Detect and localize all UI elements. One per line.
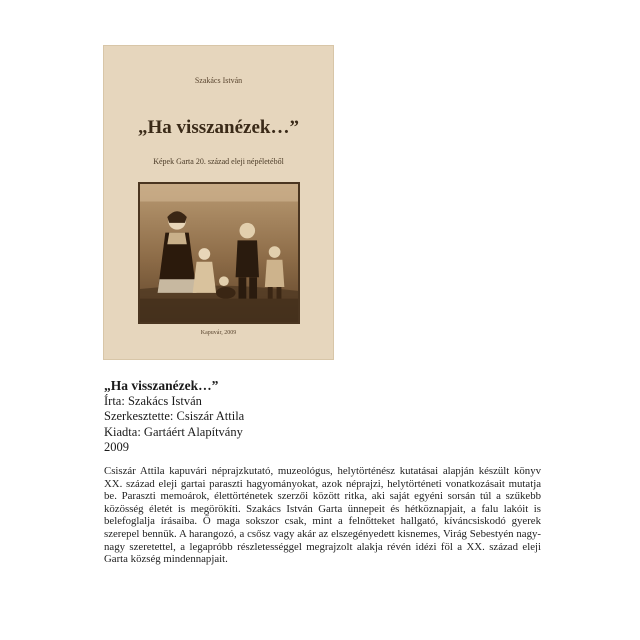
cover-photo	[138, 182, 300, 324]
publication-year: 2009	[104, 440, 129, 454]
book-cover	[103, 45, 334, 360]
cover-title: „Ha visszanézek…”	[138, 117, 299, 138]
cover-author: Szakács István	[194, 76, 243, 85]
book-metadata	[104, 378, 524, 456]
cover-place-year: Kapuvár, 2009	[200, 330, 237, 336]
book-title: „Ha visszanézek…”	[104, 378, 219, 393]
cover-subtitle: Képek Garta 20. század eleji népéletéből	[153, 157, 284, 166]
editor-line: Szerkesztette: Csiszár Attila	[104, 409, 245, 423]
author-line: Írta: Szakács István	[104, 393, 202, 408]
book-description: Csiszár Attila kapuvári néprajzkutató, muzeológus, helytörténész kutatásai alapján készült könyv XX. század eleji gartai paraszti hagyományokat, azok néprajzi, helytörténeti vonatkozásait mutatja be. Paraszti memoárok, élettörténetek szerzői között ritka, aki saját egyéni sorsán túl a szűkebb közösség életét is megörökíti. Szakács István Garta ünnepeit és hétköznapjait, a falu lakóit is belefoglalja írásaiba. Ő maga sokszor csak, mint a felnőtteket hallgató, kíváncsiskodó gyerek szerepel bennük. A harangozó, a csősz vagy akár az elszegényedett kisnemes, Virág Sebestyén nagy-nagy szeretettel, a legapróbb részletességgel megrajzolt alakja révén idézi föl a XX. század eleji Garta község mindennapjait.	[104, 465, 541, 566]
family-photo-image	[140, 184, 298, 322]
publisher-line: Kiadta: Gartáért Alapítvány	[104, 424, 243, 439]
